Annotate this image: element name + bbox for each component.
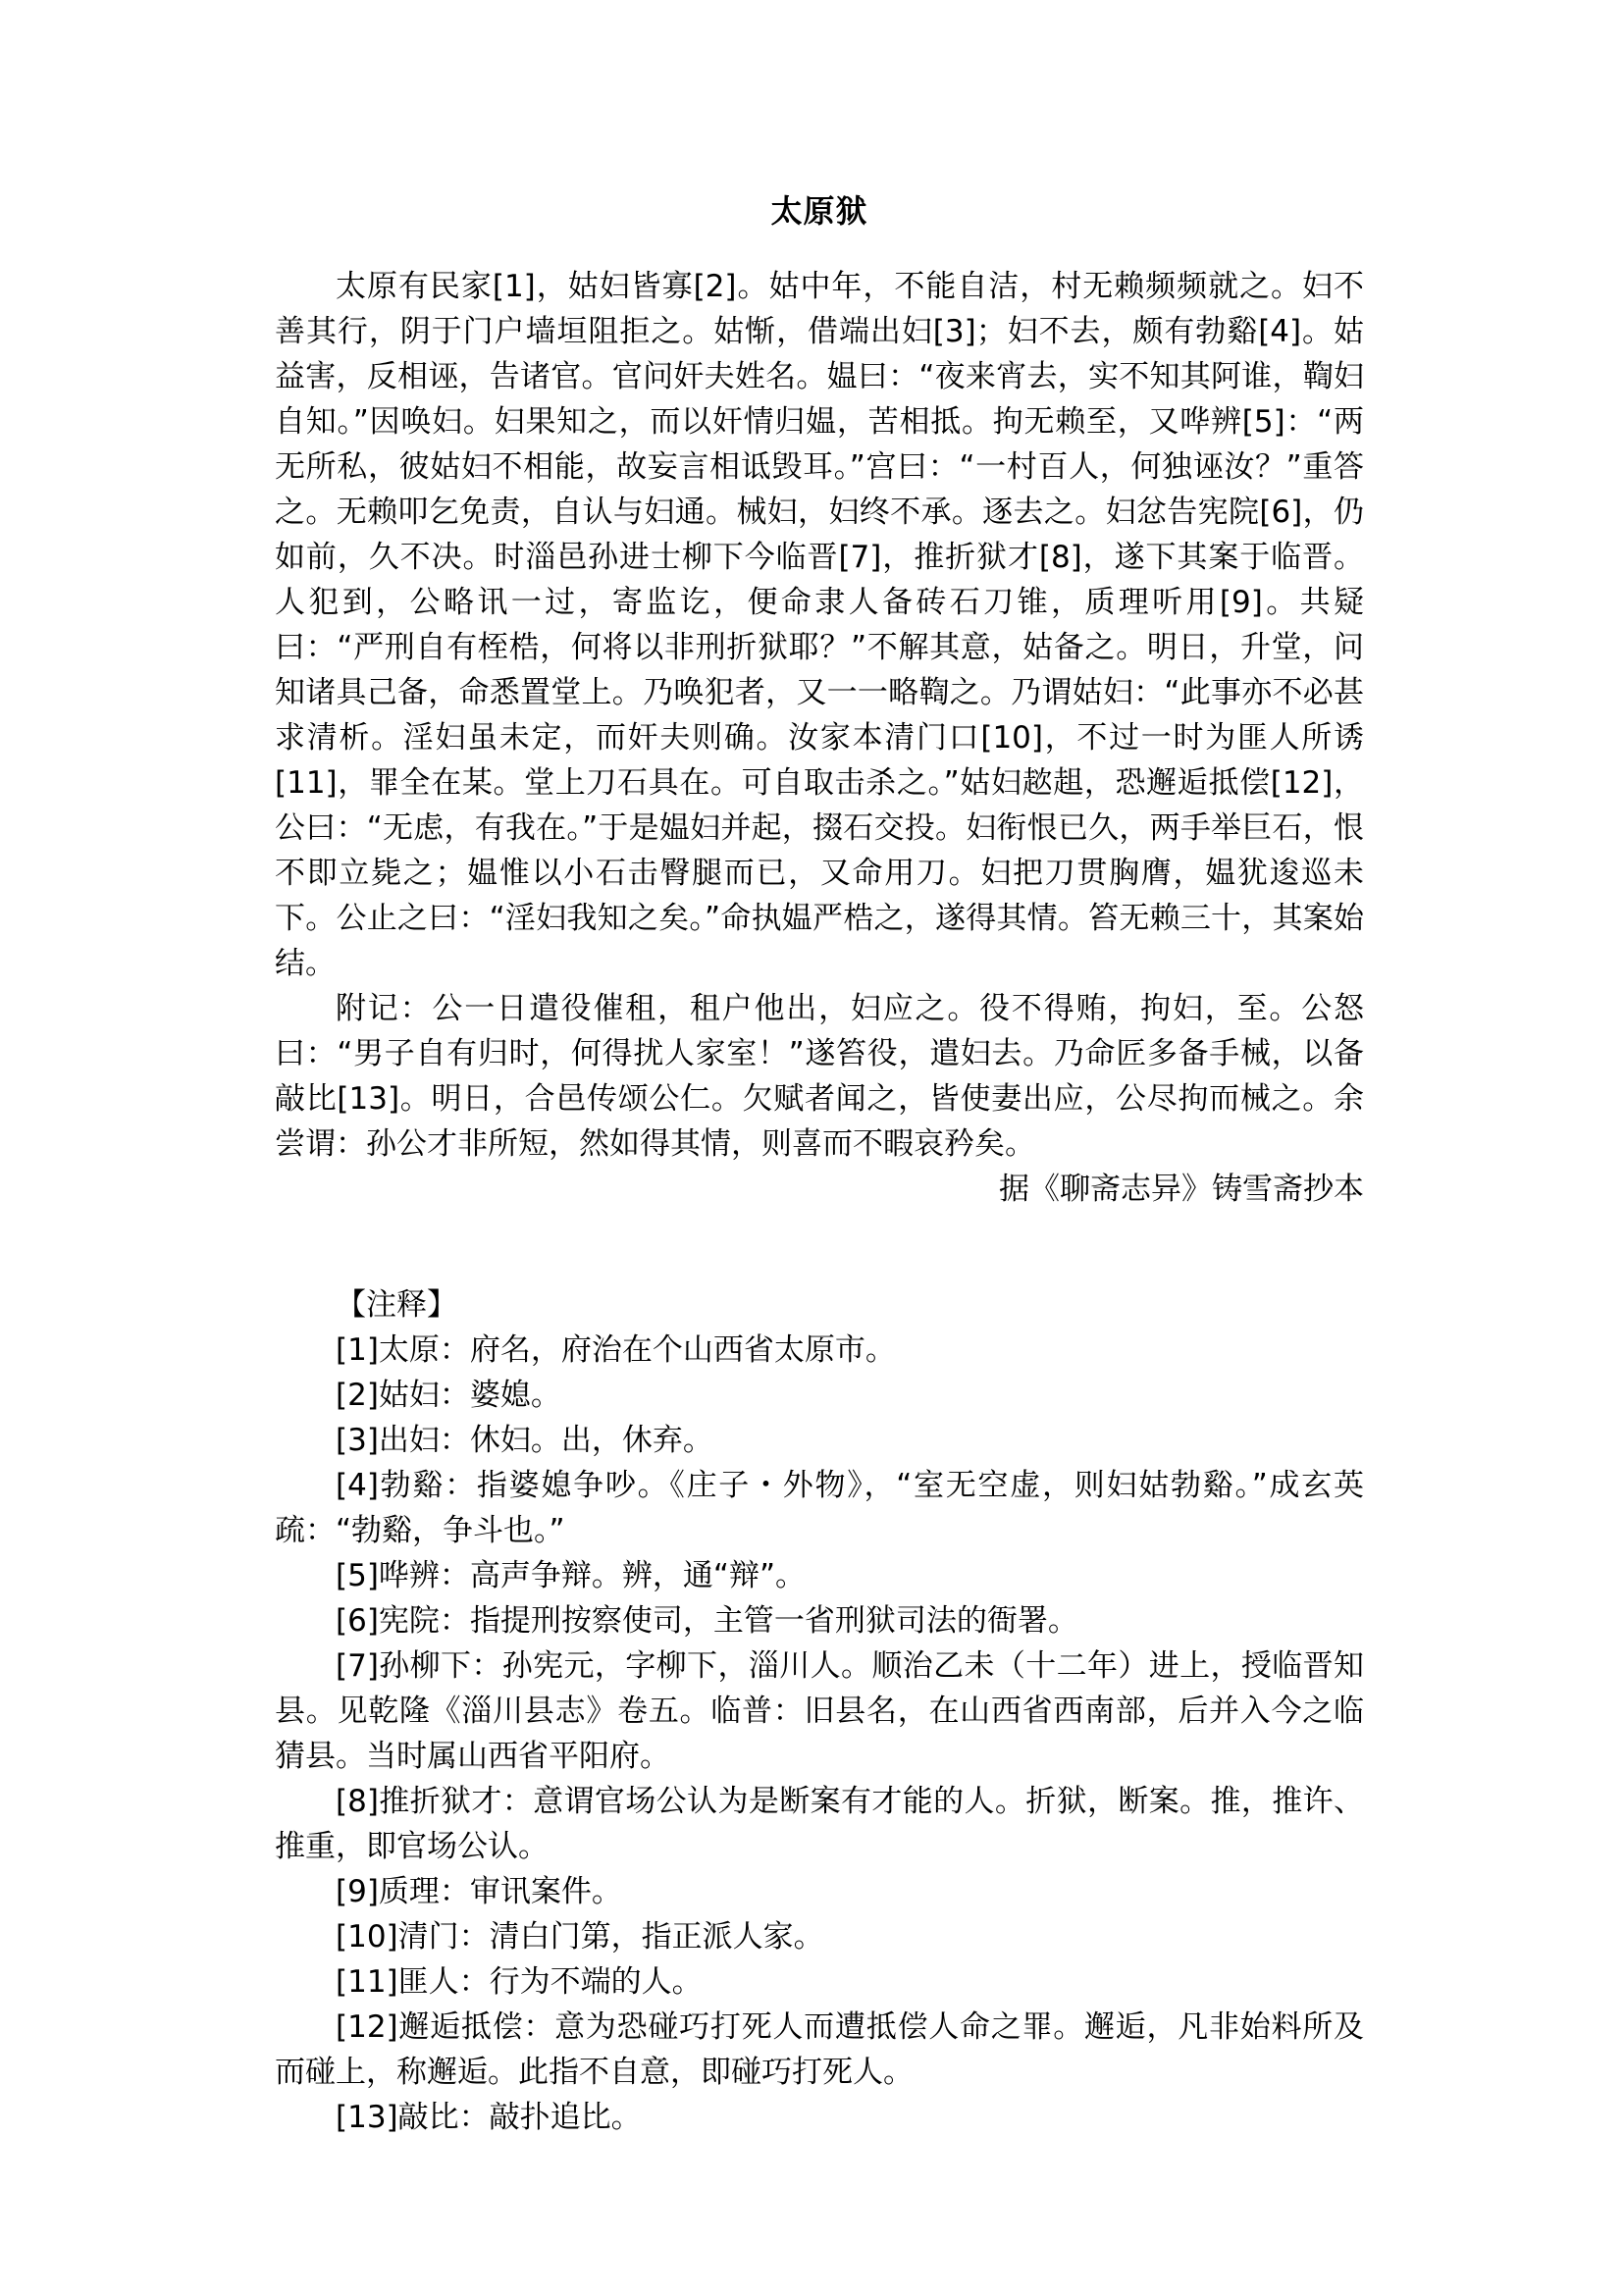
note-item: [3]出妇：休妇。出，休弃。 xyxy=(336,1423,713,1458)
note-item: [5]哗辨：高声争辩。辨，通“辩”。 xyxy=(336,1558,807,1593)
document-title: 太原狱 xyxy=(770,192,868,230)
note-item: [1]太原：府名，府治在个山西省太原市。 xyxy=(336,1332,896,1368)
note-item: [4]勃谿：指婆媳争吵。《庄子・外物》，“室无空虚，则妇姑勃谿。”成玄英疏：“勃谿，争斗也。” xyxy=(275,1468,1364,1548)
note-item: [10]清门：清白门第，指正派人家。 xyxy=(336,1919,824,1955)
note-item: [13]敲比：敲扑追比。 xyxy=(336,2100,642,2135)
note-item: [2]姑妇：婆媳。 xyxy=(336,1378,561,1413)
note-item: [7]孙柳下：孙宪元，字柳下，淄川人。顺治乙未（十二年）进上，授临晋知县。见乾隆《淄川县志》卷五。临普：旧县名，在山西省西南部，后并入今之临猜县。当时属山西省平阳府。 xyxy=(275,1648,1364,1774)
note-item: [9]质理：审讯案件。 xyxy=(336,1874,622,1909)
notes-heading: 【注释】 xyxy=(336,1287,457,1323)
document-page xyxy=(275,191,1364,2140)
source-citation: 据《聊斋志异》铸雪斋抄本 xyxy=(999,1172,1364,1207)
body-paragraph-main: 太原有民家[1]，姑妇皆寡[2]。姑中年，不能自洁，村无赖频频就之。妇不善其行，阴于门户墙垣阻拒之。姑惭，借端出妇[3]；妇不去，颇有勃谿[4]。姑益害，反相诬，告诸官。官问奸夫姓名。媪曰：“夜来宵去，实不知其阿谁，鞫妇自知。”因唤妇。妇果知之，而以奸情归媪，苦相抵。拘无赖至，又哗辨[5]：“两无所私，彼姑妇不相能，故妄言相诋毁耳。”宫曰：“一村百人，何独诬汝？”重答之。无赖叩乞免责，自认与妇通。械妇，妇终不承。逐去之。妇忿告宪院[6]，仍如前，久不决。时淄邑孙进士柳下今临晋[7]，推折狱才[8]，遂下其案于临晋。人犯到，公略讯一过，寄监讫，便命隶人备砖石刀锥，质理听用[9]。共疑曰：“严刑自有桎梏，何将以非刑折狱耶？”不解其意，姑备之。明日，升堂，问知诸具己备，命悉置堂上。乃唤犯者，又一一略鞫之。乃谓姑妇：“此事亦不必甚求清析。淫妇虽未定，而奸夫则确。汝家本清门口[10]，不过一时为匪人所诱[11]，罪全在某。堂上刀石具在。可自取击杀之。”姑妇趑趄，恐邂逅抵偿[12]，公曰：“无虑，有我在。”于是媪妇并起，掇石交投。妇衔恨已久，两手举巨石，恨不即立毙之；媪惟以小石击臀腿而已，又命用刀。妇把刀贯胸膺，媪犹逡巡未下。公止之曰：“淫妇我知之矣。”命执媪严梏之，遂得其情。笞无赖三十，其案始结。 xyxy=(275,269,1364,981)
body-paragraph-appendix: 附记：公一日遣役催租，租户他出，妇应之。役不得贿，拘妇，至。公怒曰：“男子自有归时，何得扰人家室！”遂笞役，遣妇去。乃命匠多备手械，以备敲比[13]。明日，合邑传颂公仁。欠赋者闻之，皆使妻出应，公尽拘而械之。余尝谓：孙公才非所短，然如得其情，则喜而不暇哀矜矣。 xyxy=(275,991,1364,1162)
note-item: [11]匪人：行为不端的人。 xyxy=(336,1964,703,2000)
note-item: [6]宪院：指提刑按察使司，主管一省刑狱司法的衙署。 xyxy=(336,1603,1078,1639)
note-item: [12]邂逅抵偿：意为恐碰巧打死人而遭抵偿人命之罪。邂逅，凡非始料所及而碰上，称邂逅。此指不自意，即碰巧打死人。 xyxy=(275,2009,1364,2090)
note-item: [8]推折狱才：意谓官场公认为是断案有才能的人。折狱，断案。推，推许、推重，即官场公认。 xyxy=(275,1784,1364,1864)
